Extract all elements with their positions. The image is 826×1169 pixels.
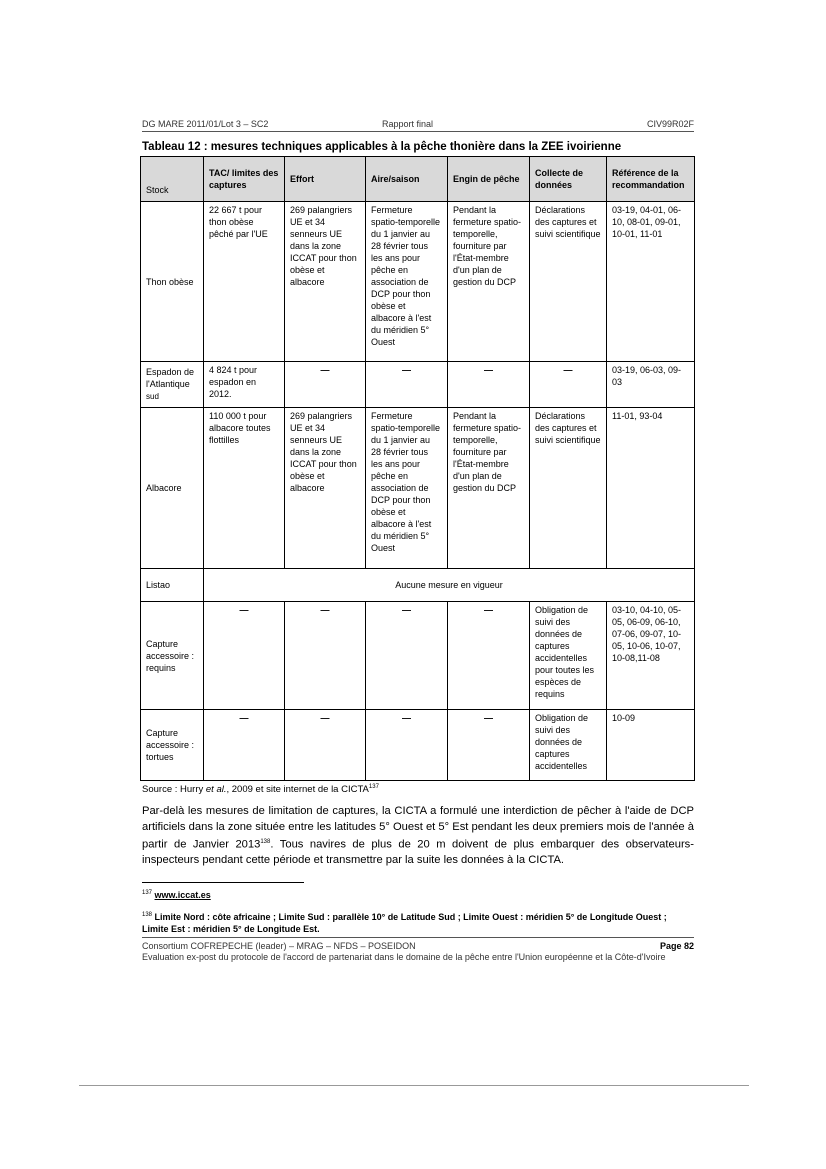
collecte-cell: Obligation de suivi des données de captures accidentelles — [530, 710, 607, 781]
engin-cell: — — [448, 710, 530, 781]
no-measure-cell: Aucune mesure en vigueur — [204, 569, 695, 602]
footer-title: Evaluation ex-post du protocole de l'accord de partenariat dans le domaine de la pêche entre l'Union européenne et la Côte-d'Ivoire — [142, 952, 666, 962]
tac-cell: 22 667 t pour thon obèse pêché par l'UE — [204, 202, 285, 362]
effort-cell: 269 palangriers UE et 34 senneurs UE dans la zone ICCAT pour thon obèse et albacore — [285, 202, 366, 362]
aire-cell: — — [366, 602, 448, 710]
footnote-number: 137 — [142, 890, 153, 896]
stock-cell: Capture accessoire : tortues — [141, 710, 204, 781]
paragraph-text: . Tous navires de plus de 20 m doivent de plus embarquer des observateurs-inspecteurs pendant cette période et transmettre par la suite les données à la CICTA. — [142, 838, 694, 867]
column-header: Aire/saison — [366, 157, 448, 202]
running-footer — [142, 937, 694, 962]
measures-table — [140, 156, 695, 781]
collecte-cell: Obligation de suivi des données de captures accidentelles pour toutes les espèces de requins — [530, 602, 607, 710]
engin-cell: — — [448, 602, 530, 710]
stock-cell: Albacore — [141, 408, 204, 569]
header-center: Rapport final — [382, 119, 434, 129]
table-caption: Tableau 12 : mesures techniques applicables à la pêche thonière dans la ZEE ivoirienne — [142, 141, 622, 153]
aire-cell: Fermeture spatio-temporelle du 1 janvier au 28 février tous les ans pour pêche en association de DCP pour thon obèse et albacore à l'est du méridien 5° Ouest — [366, 408, 448, 569]
footer-consortium: Consortium COFREPECHE (leader) – MRAG – NFDS – POSEIDON — [142, 941, 416, 951]
tac-cell: — — [204, 602, 285, 710]
table-row — [141, 569, 695, 602]
column-header: Engin de pêche — [448, 157, 530, 202]
ref-cell: 03-19, 06-03, 09-03 — [607, 362, 695, 408]
engin-cell: Pendant la fermeture spatio-temporelle, fourniture par l'État-membre d'un plan de gestion du DCP — [448, 408, 530, 569]
aire-cell: — — [366, 362, 448, 408]
iccat-link[interactable]: www.iccat.es — [154, 890, 211, 900]
column-header: Collecte de données — [530, 157, 607, 202]
table-header-row — [141, 157, 695, 202]
ref-cell: 03-19, 04-01, 06-10, 08-01, 09-01, 10-01, 11-01 — [607, 202, 695, 362]
tac-cell: — — [204, 710, 285, 781]
table-source — [142, 784, 379, 795]
column-header: Effort — [285, 157, 366, 202]
aire-cell: — — [366, 710, 448, 781]
ref-cell: 11-01, 93-04 — [607, 408, 695, 569]
table-row — [141, 202, 695, 362]
column-header: Référence de la recommandation — [607, 157, 695, 202]
running-header — [142, 119, 694, 132]
aire-cell: Fermeture spatio-temporelle du 1 janvier au 28 février tous les ans pour pêche en association de DCP pour thon obèse et albacore à l'est du méridien 5° Ouest — [366, 202, 448, 362]
table-row — [141, 710, 695, 781]
tac-cell: 4 824 t pour espadon en 2012. — [204, 362, 285, 408]
ref-cell: 10-09 — [607, 710, 695, 781]
footnote-text: Limite Nord : côte africaine ; Limite Sud : parallèle 10° de Latitude Sud ; Limite Ouest : méridien 5° de Longitude Ouest ; Limite Est : méridien 5° de Longitude Est. — [142, 912, 667, 934]
collecte-cell: Déclarations des captures et suivi scientifique — [530, 408, 607, 569]
effort-cell: — — [285, 602, 366, 710]
footnote — [142, 909, 694, 935]
header-right: CIV99R02F — [646, 119, 694, 129]
ref-cell: 03-10, 04-10, 05-05, 06-09, 06-10, 07-06, 09-07, 10-05, 10-06, 10-07, 10-08,11-08 — [607, 602, 695, 710]
body-paragraph — [142, 804, 694, 869]
stock-sub: sud — [146, 392, 159, 401]
footnote-number: 138 — [142, 912, 153, 918]
paragraph-text: Par-delà les mesures de limitation de captures, la CICTA a formulé une interdiction de pêcher à l'aide de DCP artificiels dans la zone située entre les latitudes 5° Ouest et 5° Est pendant les deux premiers mois de l'année à partir de Janvier 2013 — [142, 805, 694, 851]
page-bottom-divider — [79, 1085, 749, 1086]
table-row — [141, 602, 695, 710]
stock-cell: Capture accessoire : requins — [141, 602, 204, 710]
source-prefix: Source : Hurry — [142, 784, 206, 796]
effort-cell: — — [285, 362, 366, 408]
effort-cell: — — [285, 710, 366, 781]
page-number: Page 82 — [659, 941, 694, 951]
stock-cell: Thon obèse — [141, 202, 204, 362]
engin-cell: — — [448, 362, 530, 408]
table-row — [141, 408, 695, 569]
collecte-cell: Déclarations des captures et suivi scientifique — [530, 202, 607, 362]
stock-name: Espadon de l'Atlantique — [146, 367, 195, 389]
column-header: Stock — [141, 157, 204, 202]
source-suffix: , 2009 et site internet de la CICTA — [226, 784, 369, 796]
engin-cell: Pendant la fermeture spatio-temporelle, fourniture par l'État-membre d'un plan de gestion du DCP — [448, 202, 530, 362]
footnote-ref: 138 — [260, 839, 271, 845]
stock-cell — [141, 362, 204, 408]
header-left: DG MARE 2011/01/Lot 3 – SC2 — [142, 119, 269, 129]
column-header: TAC/ limites des captures — [204, 157, 285, 202]
footnote-ref: 137 — [368, 784, 379, 790]
tac-cell: 110 000 t pour albacore toutes flottilles — [204, 408, 285, 569]
stock-cell: Listao — [141, 569, 204, 602]
source-etal: et al. — [205, 784, 227, 796]
footnote-separator — [142, 882, 304, 883]
table-row — [141, 362, 695, 408]
footnote — [142, 890, 211, 900]
effort-cell: 269 palangriers UE et 34 senneurs UE dans la zone ICCAT pour thon obèse et albacore — [285, 408, 366, 569]
collecte-cell: — — [530, 362, 607, 408]
